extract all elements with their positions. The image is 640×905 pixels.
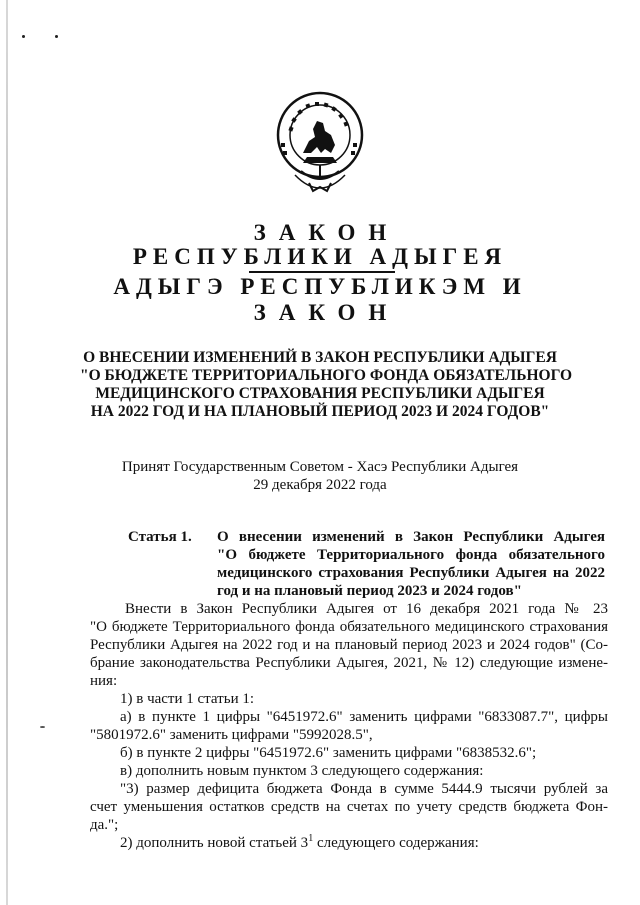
article-title xyxy=(217,528,605,600)
item2-text: 2) дополнить новой статьей 3 xyxy=(120,835,309,851)
list-item: "5801972.6" заменить цифрами "5992028.5", xyxy=(90,727,373,743)
paragraph-line: брание законодательства Республики Адыгея, 2021, № 12) следующие измене- xyxy=(90,655,608,671)
paragraph-line: "О бюджете Территориального фонда обязательного медицинского страхования xyxy=(90,619,608,635)
law-title: ЗАКОН xyxy=(253,220,400,245)
list-item: 1) в части 1 статьи 1: xyxy=(120,691,255,707)
list-item xyxy=(90,834,608,852)
item2-tail: следующего содержания: xyxy=(313,835,479,851)
quote-line: "3) размер дефицита бюджета Фонда в сумме 5444.9 тысячи рублей за xyxy=(120,781,608,797)
scan-speck xyxy=(22,35,25,38)
law-subject xyxy=(80,349,573,421)
scan-speck xyxy=(55,35,58,38)
quote-line: да."; xyxy=(90,817,119,833)
paragraph-line: Республики Адыгея на 2022 год и на плановый период 2023 и 2024 годов" (Со- xyxy=(90,637,608,653)
adoption-note xyxy=(0,458,640,494)
subject-line: НА 2022 ГОД И НА ПЛАНОВЫЙ ПЕРИОД 2023 И 2024 ГОДОВ" xyxy=(90,403,550,420)
subject-line: О ВНЕСЕНИИ ИЗМЕНЕНИЙ В ЗАКОН РЕСПУБЛИКИ АДЫГЕЯ xyxy=(83,349,557,366)
subject-line: МЕДИЦИНСКОГО СТРАХОВАНИЯ РЕСПУБЛИКИ АДЫГЕЯ xyxy=(95,385,545,402)
article-label: Статья 1. xyxy=(128,529,192,545)
title-divider xyxy=(249,271,395,273)
republic-title: РЕСПУБЛИКИ АДЫГЕЯ xyxy=(132,244,508,269)
article-title-line: медицинского страхования Республики Адыгея на 2022 xyxy=(217,565,605,581)
coat-of-arms-icon xyxy=(273,91,367,203)
adoption-date: 29 декабря 2022 года xyxy=(253,477,387,493)
paragraph-line: Внести в Закон Республики Адыгея от 16 декабря 2021 года № 23 xyxy=(125,601,608,617)
republic-title-adyghe: АДЫГЭ РЕСПУБЛИКЭМ И xyxy=(113,274,527,299)
list-item: в) дополнить новым пунктом 3 следующего содержания: xyxy=(120,763,484,779)
article-body xyxy=(90,600,608,852)
subject-line: "О БЮДЖЕТЕ ТЕРРИТОРИАЛЬНОГО ФОНДА ОБЯЗАТЕЛЬНОГО xyxy=(80,367,573,384)
scan-edge xyxy=(6,0,8,905)
paragraph-line: ния: xyxy=(90,673,118,689)
list-item: а) в пункте 1 цифры "6451972.6" заменить цифрами "6833087.7", цифры xyxy=(120,709,608,725)
scan-speck xyxy=(40,726,45,728)
quote-line: счет уменьшения остатков средств на счетах по учету средств бюджета Фон- xyxy=(90,799,608,815)
adoption-line: Принят Государственным Советом - Хасэ Республики Адыгея xyxy=(121,459,519,475)
list-item: б) в пункте 2 цифры "6451972.6" заменить цифрами "6838532.6"; xyxy=(120,745,537,761)
law-title-adyghe: ЗАКОН xyxy=(253,300,400,325)
article-title-line: "О бюджете Территориального фонда обязательного xyxy=(217,547,605,563)
article-superscript: 1 xyxy=(308,833,314,844)
article-title-line: год и на плановый период 2023 и 2024 годов" xyxy=(217,583,522,599)
article-title-line: О внесении изменений в Закон Республики Адыгея xyxy=(217,529,605,545)
